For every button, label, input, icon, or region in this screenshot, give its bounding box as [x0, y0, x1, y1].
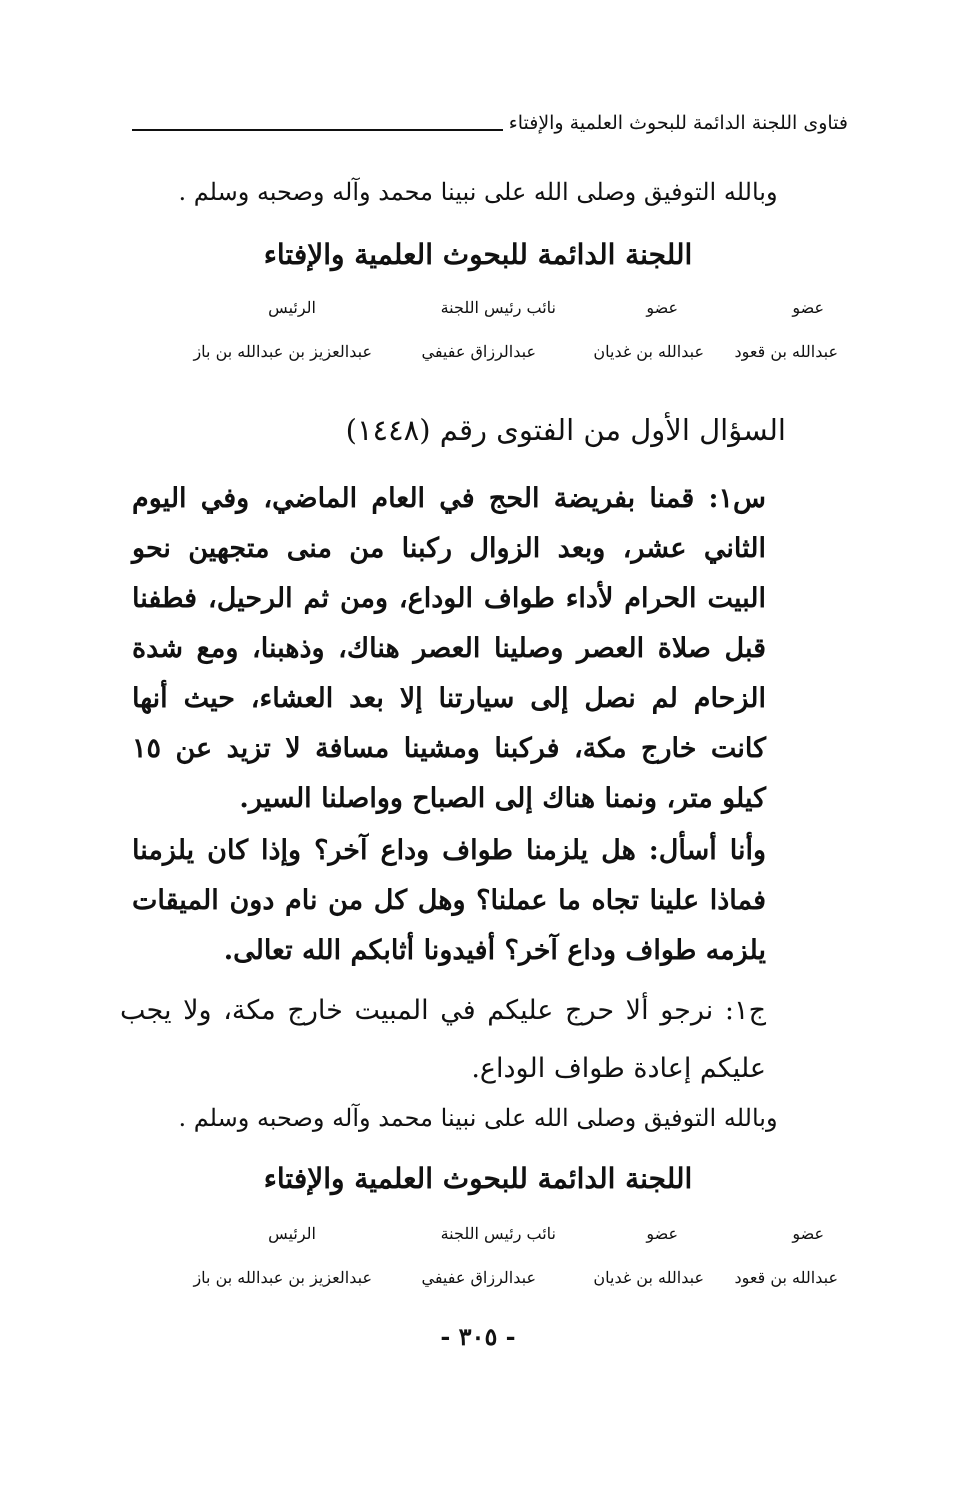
name-ibn-ghudayyan: عبدالله بن غديان: [593, 1268, 704, 1287]
running-header: [132, 112, 848, 142]
answer-text: ج١: نرجو ألا حرج عليكم في المبيت خارج مكة، ولا يجب عليكم إعادة طواف الوداع.: [120, 995, 766, 1084]
question-heading: السؤال الأول من الفتوى رقم (١٤٤٨): [345, 413, 786, 447]
role-chairman: الرئيس: [268, 298, 316, 317]
committee-name-bottom: اللجنة الدائمة للبحوث العلمية والإفتاء: [263, 1162, 693, 1195]
role-member-1: عضو: [792, 298, 824, 317]
name-ibn-qaud: عبدالله بن قعود: [734, 342, 838, 361]
closing-prayer-bottom: وبالله التوفيق وصلى الله على نبينا محمد وآله وصحبه وسلم .: [178, 1104, 778, 1132]
question-text: س١: قمنا بفريضة الحج في العام الماضي، وفي اليوم الثاني عشر، وبعد الزوال ركبنا من منى متجهين نحو البيت الحرام لأداء طواف الوداع، ومن ثم الرحيل، فطفنا قبل صلاة العصر وصلينا العصر هناك، وذهبنا، ومع شدة الزحام لم نصل إلى سيارتنا إلا بعد العشاء، حيث أنها كانت خارج مكة، فركبنا ومشينا مسافة لا تزيد عن ١٥ كيلو متر، ونمنا هناك إلى الصباح وواصلنا السير.: [132, 483, 766, 814]
role-deputy: نائب رئيس اللجنة: [440, 1224, 556, 1243]
signature-names-top: [0, 342, 956, 372]
signature-roles-bottom: [0, 1224, 956, 1254]
role-chairman: الرئيس: [268, 1224, 316, 1243]
name-afifi: عبدالرزاق عفيفي: [421, 342, 536, 361]
name-ibn-baz: عبدالعزيز بن عبدالله بن باز: [193, 342, 372, 361]
name-afifi: عبدالرزاق عفيفي: [421, 1268, 536, 1287]
role-member-1: عضو: [792, 1224, 824, 1243]
role-deputy: نائب رئيس اللجنة: [440, 298, 556, 317]
role-member-2: عضو: [646, 1224, 678, 1243]
closing-prayer-top: وبالله التوفيق وصلى الله على نبينا محمد وآله وصحبه وسلم .: [178, 178, 778, 206]
page-number: - ٣٠٥ -: [440, 1322, 516, 1351]
name-ibn-qaud: عبدالله بن قعود: [734, 1268, 838, 1287]
signature-roles-top: [0, 298, 956, 328]
role-member-2: عضو: [646, 298, 678, 317]
question-followup: وأنا أسأل: هل يلزمنا طواف وداع آخر؟ وإذا كان يلزمنا فماذا علينا تجاه ما عملنا؟ وهل كل من نام دون الميقات يلزمه طواف وداع آخر؟ أفيدونا أثابكم الله تعالى.: [132, 835, 766, 966]
signature-names-bottom: [0, 1268, 956, 1298]
committee-name-top: اللجنة الدائمة للبحوث العلمية والإفتاء: [263, 238, 693, 271]
header-title: فتاوى اللجنة الدائمة للبحوث العلمية والإفتاء: [503, 112, 848, 134]
name-ibn-ghudayyan: عبدالله بن غديان: [593, 342, 704, 361]
header-rule: [132, 129, 508, 131]
name-ibn-baz: عبدالعزيز بن عبدالله بن باز: [193, 1268, 372, 1287]
